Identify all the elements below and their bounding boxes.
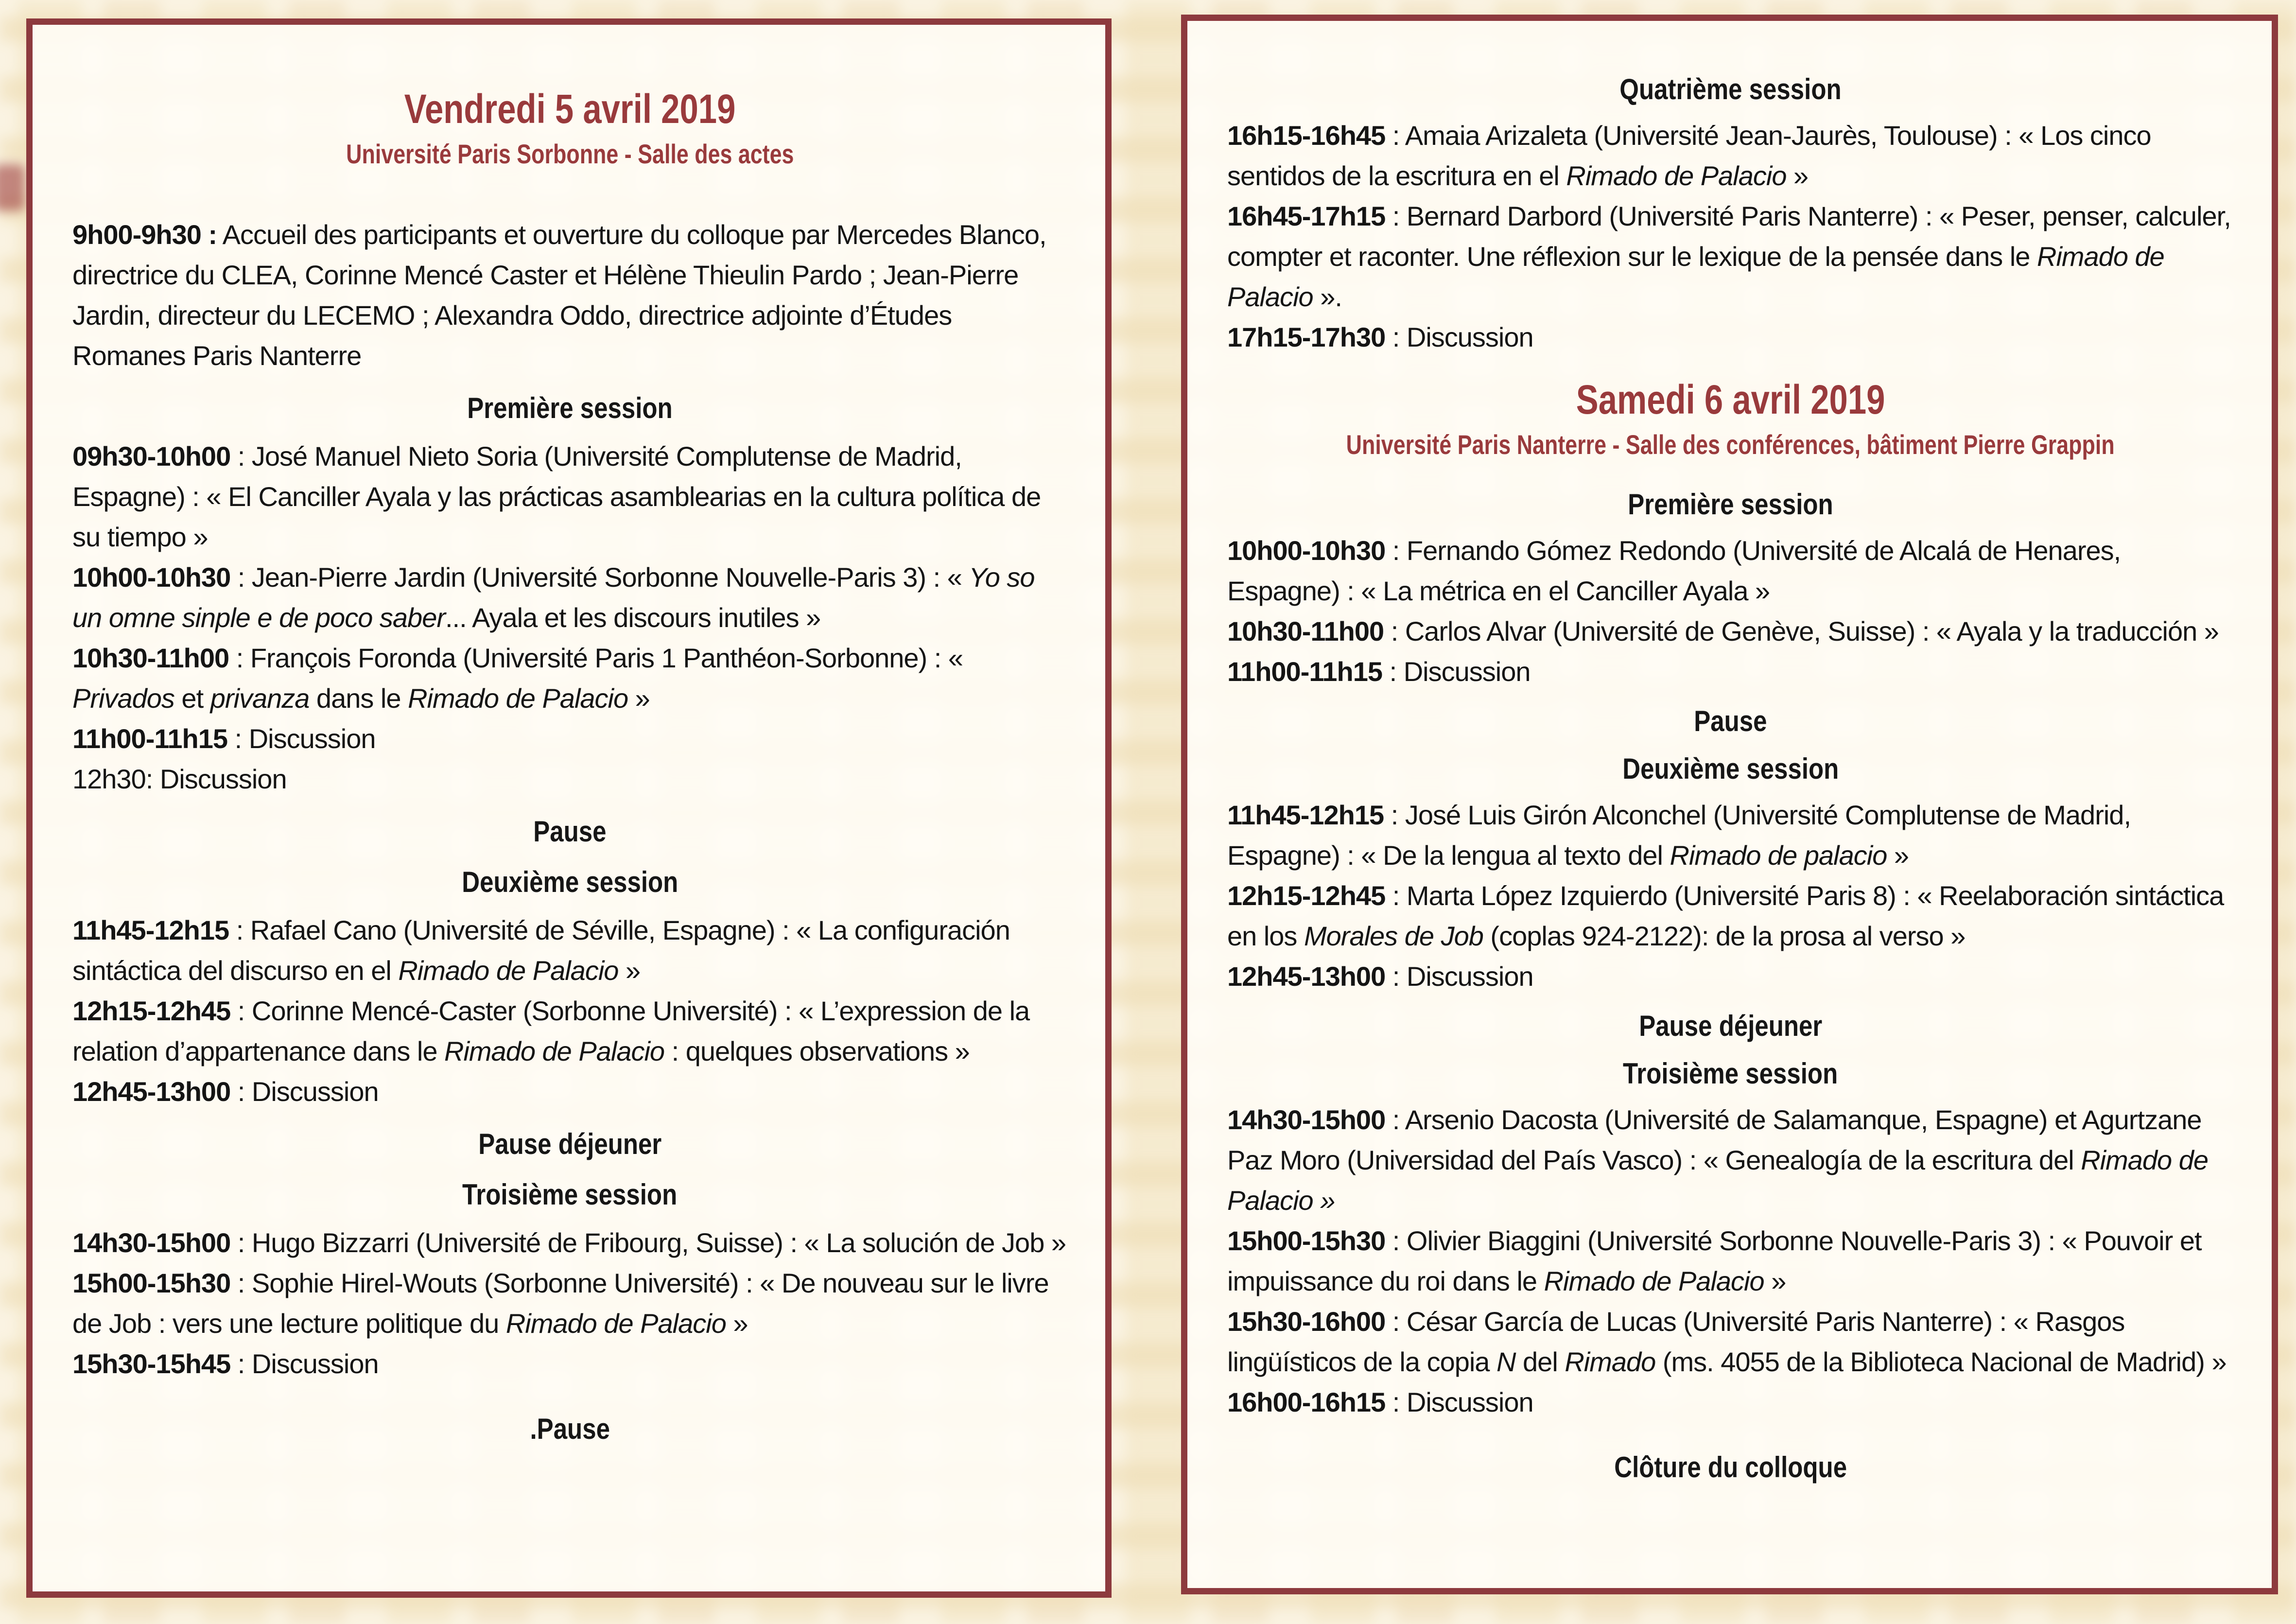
schedule-entry: 15h30-15h45 : Discussion [72, 1348, 379, 1379]
schedule-entry: 12h15-12h45 : Marta López Izquierdo (Université Paris 8) : « Reelaboración sintáctica en los Morales de Job (coplas 924-2122): de la prosa al verso » [1227, 880, 2224, 951]
section-heading [1227, 487, 2234, 523]
schedule-entry: 14h30-15h00 : Arsenio Dacosta (Université de Salamanque, Espagne) et Agurtzane Paz Moro (Universidad del País Vasco) : « Genealogía de la escritura del Rimado de Palacio » [1227, 1104, 2209, 1216]
schedule-entry: 16h00-16h15 : Discussion [1227, 1387, 1533, 1417]
schedule-entry: 12h45-13h00 : Discussion [72, 1076, 379, 1107]
work-title: Rimado de Palacio [505, 1308, 726, 1339]
schedule-entry: 9h00-9h30 : Accueil des participants et ouverture du colloque par Mercedes Blanco, directrice du CLEA, Corinne Mencé Caster et Hélène Thieulin Pardo ; Jean-Pierre Jardin, directeur du LECEMO ; Alexandra Oddo, directrice adjointe d’Études Romanes Paris Nanterre [72, 219, 1046, 371]
session-text: Pause [533, 815, 607, 848]
work-title: privanza [210, 683, 310, 714]
date-title-text: Vendredi 5 avril 2019 [404, 86, 736, 132]
time-range: 10h00-10h30 [1227, 535, 1386, 566]
time-range: 12h15-12h45 [72, 995, 231, 1026]
schedule-entry: 10h30-11h00 : François Foronda (Université Paris 1 Panthéon-Sorbonne) : « Privados et privanza dans le Rimado de Palacio » [72, 643, 963, 714]
session-text: Première session [1628, 488, 1833, 521]
work-title: Privados [72, 683, 174, 714]
section-heading [1227, 1008, 2234, 1044]
session-text: Troisième session [462, 1178, 678, 1211]
date-heading [72, 84, 1067, 134]
work-title: Morales de Job [1304, 921, 1483, 951]
time-range: 10h00-10h30 [72, 562, 231, 593]
schedule-entry: 11h00-11h15 : Discussion [72, 723, 376, 754]
date-title-text: Samedi 6 avril 2019 [1576, 377, 1885, 422]
schedule-entry: 11h45-12h15 : Rafael Cano (Université de Séville, Espagne) : « La configuración sintáctica del discurso en el Rimado de Palacio » [72, 915, 1010, 986]
schedule-entry: 12h15-12h45 : Corinne Mencé-Caster (Sorbonne Université) : « L’expression de la relation d’appartenance dans le Rimado de Palacio : quelques observations » [72, 995, 1030, 1066]
venue-subheading [1227, 427, 2234, 462]
schedule-entry: 16h15-16h45 : Amaia Arizaleta (Université Jean-Jaurès, Toulouse) : « Los cinco sentidos de la escritura en el Rimado de Palacio » [1227, 120, 2151, 191]
time-range: 16h45-17h15 [1227, 201, 1386, 231]
session-text: Quatrième session [1619, 73, 1842, 105]
session-text: Deuxième session [461, 866, 678, 898]
section-heading [72, 1126, 1067, 1162]
schedule-entry: 16h45-17h15 : Bernard Darbord (Université Paris Nanterre) : « Peser, penser, calculer, compter et raconter. Une réflexion sur le lexique de la pensée dans le Rimado de Palacio ». [1227, 201, 2231, 312]
schedule-entry: 10h00-10h30 : Fernando Gómez Redondo (Université de Alcalá de Henares, Espagne) : « La métrica en el Canciller Ayala » [1227, 535, 2121, 606]
schedule-entry: 11h45-12h15 : José Luis Girón Alconchel (Université Complutense de Madrid, Espagne) : « De la lengua al texto del Rimado de palacio » [1227, 800, 2131, 871]
schedule-entry: 14h30-15h00 : Hugo Bizzarri (Université de Fribourg, Suisse) : « La solución de Job » [72, 1227, 1066, 1258]
session-text: Première session [467, 392, 673, 424]
schedule-entry: 15h00-15h30 : Olivier Biaggini (Université Sorbonne Nouvelle-Paris 3) : « Pouvoir et impuissance du roi dans le Rimado de Palacio » [1227, 1225, 2202, 1296]
session-text: Pause déjeuner [1638, 1010, 1823, 1042]
time-range: 16h15-16h45 [1227, 120, 1386, 151]
session-text: .Pause [530, 1413, 610, 1445]
section-heading [72, 814, 1067, 850]
time-range: 10h30-11h00 [1227, 616, 1384, 646]
work-title: Rimado de Palacio [398, 955, 619, 986]
time-range: 15h30-15h45 [72, 1348, 231, 1379]
time-range: 15h00-15h30 [1227, 1225, 1386, 1256]
venue-text: Université Paris Sorbonne - Salle des actes [346, 139, 794, 169]
session-text: Deuxième session [1622, 752, 1839, 785]
time-range: 10h30-11h00 [72, 643, 229, 673]
section-heading [1227, 703, 2234, 739]
section-heading [1227, 71, 2234, 107]
schedule-entry: 10h00-10h30 : Jean-Pierre Jardin (Université Sorbonne Nouvelle-Paris 3) : « Yo so un omne sinple e de poco saber... Ayala et les discours inutiles » [72, 562, 1035, 633]
time-range: 12h15-12h45 [1227, 880, 1386, 911]
time-range: 9h00-9h30 : [72, 219, 217, 250]
section-heading [72, 1411, 1067, 1447]
schedule-entry: 12h30: Discussion [72, 764, 287, 794]
date-heading [1227, 375, 2234, 424]
schedule-entry: 11h00-11h15 : Discussion [1227, 656, 1531, 687]
work-title: Rimado de palacio [1670, 840, 1887, 871]
section-heading [1227, 751, 2234, 787]
time-range: 11h00-11h15 [72, 723, 228, 754]
work-title: Rimado de Palacio [1566, 160, 1787, 191]
time-range: 17h15-17h30 [1227, 322, 1386, 352]
work-title: Rimado de Palacio » [1227, 1145, 2209, 1216]
work-title: Rimado de Palacio [408, 683, 628, 714]
work-title: Rimado de Palacio [1544, 1266, 1764, 1296]
work-title: Rimado [1565, 1346, 1656, 1377]
schedule-entry: 17h15-17h30 : Discussion [1227, 322, 1533, 352]
work-title: N [1496, 1346, 1516, 1377]
time-range: 14h30-15h00 [72, 1227, 231, 1258]
program-panel-friday [26, 18, 1112, 1598]
session-text: Pause déjeuner [478, 1128, 662, 1160]
time-range: 12h45-13h00 [72, 1076, 231, 1107]
venue-subheading [72, 137, 1067, 172]
program-panel-saturday [1181, 15, 2278, 1594]
time-range: 15h30-16h00 [1227, 1306, 1386, 1337]
session-text: Troisième session [1623, 1057, 1838, 1090]
work-title: Yo so un omne sinple e de poco saber [72, 562, 1035, 633]
time-range: 14h30-15h00 [1227, 1104, 1386, 1135]
section-heading [1227, 1449, 2234, 1485]
section-heading [1227, 1056, 2234, 1092]
time-range: 11h00-11h15 [1227, 656, 1383, 687]
section-heading [72, 1177, 1067, 1213]
time-range: 11h45-12h15 [1227, 800, 1384, 830]
time-range: 15h00-15h30 [72, 1268, 231, 1298]
work-title: Rimado de Palacio [1227, 241, 2164, 312]
time-range: 11h45-12h15 [72, 915, 229, 945]
work-title: Rimado de Palacio [444, 1036, 665, 1066]
section-heading [72, 390, 1067, 426]
schedule-entry: 12h45-13h00 : Discussion [1227, 961, 1533, 992]
schedule-entry: 09h30-10h00 : José Manuel Nieto Soria (Université Complutense de Madrid, Espagne) : « El Canciller Ayala y las prácticas asamblearias en la cultura política de su tiempo » [72, 441, 1041, 552]
time-range: 12h45-13h00 [1227, 961, 1386, 992]
time-range: 09h30-10h00 [72, 441, 231, 471]
schedule-entry: 15h00-15h30 : Sophie Hirel-Wouts (Sorbonne Université) : « De nouveau sur le livre de Job : vers une lecture politique du Rimado de Palacio » [72, 1268, 1049, 1339]
session-text: Pause [1694, 705, 1767, 737]
venue-text: Université Paris Nanterre - Salle des conférences, bâtiment Pierre Grappin [1346, 429, 2115, 460]
section-heading [72, 864, 1067, 900]
manuscript-rubric-initial [0, 164, 25, 211]
session-text: Clôture du colloque [1614, 1451, 1847, 1484]
time-range: 16h00-16h15 [1227, 1387, 1386, 1417]
schedule-entry: 15h30-16h00 : César García de Lucas (Université Paris Nanterre) : « Rasgos lingüísticos de la copia N del Rimado (ms. 4055 de la Biblioteca Nacional de Madrid) » [1227, 1306, 2226, 1377]
schedule-entry: 10h30-11h00 : Carlos Alvar (Université de Genève, Suisse) : « Ayala y la traducción » [1227, 616, 2219, 646]
